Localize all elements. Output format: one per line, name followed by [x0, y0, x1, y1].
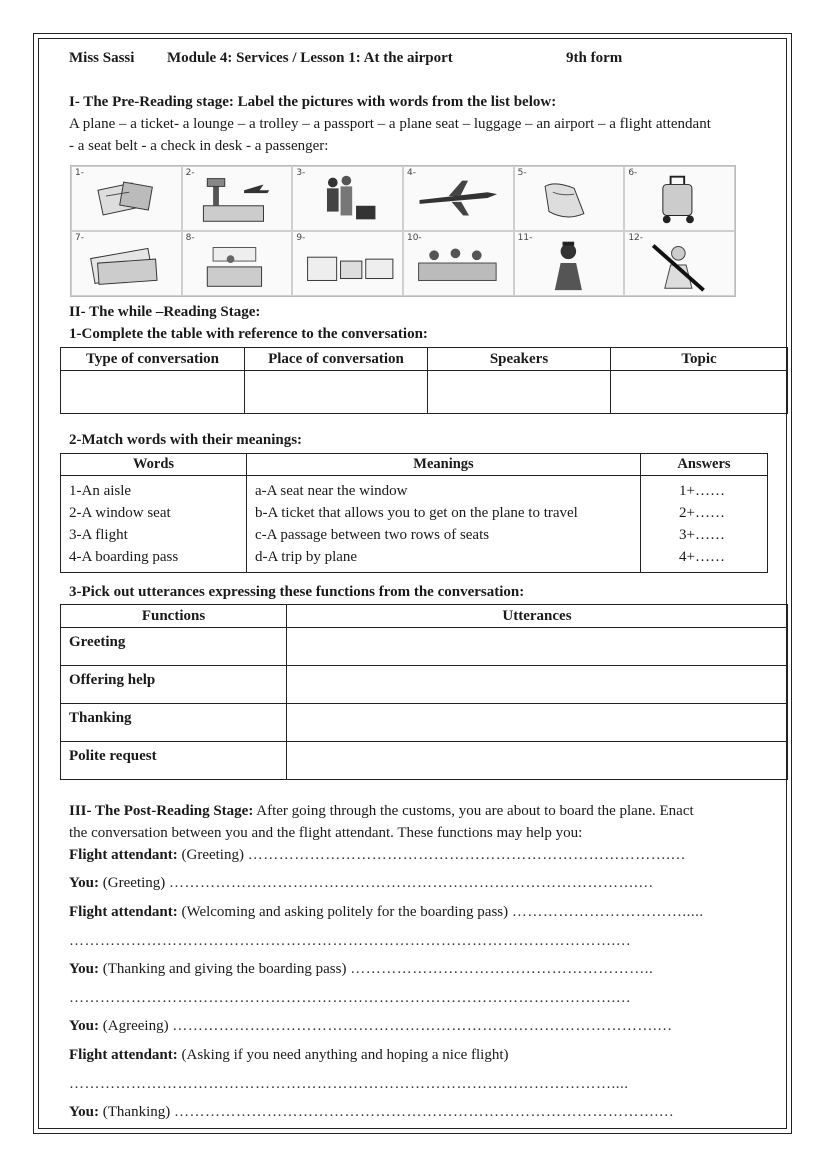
answer-cell-place[interactable]: [245, 371, 428, 414]
word-item: 3-A flight: [69, 527, 128, 543]
utterance-cell[interactable]: [287, 704, 788, 742]
function-greeting: Greeting: [61, 628, 287, 666]
answer-dots[interactable]: …………………………………………………………………………………………….…: [69, 933, 632, 949]
picture-cell-8: 8-: [182, 231, 293, 296]
lesson-title: Module 4: Services / Lesson 1: At the airport: [167, 50, 453, 66]
post-reading-intro-text: After going through the customs, you are about to board the plane. Enact: [256, 803, 694, 819]
functions-table: [60, 604, 788, 780]
dialogue-line: You: (Thanking and giving the boarding pass) …………………………………………………..: [69, 961, 654, 977]
conversation-table: [60, 347, 788, 414]
picture-grid: [70, 165, 736, 297]
airport-icon: [183, 167, 292, 230]
answer-dots[interactable]: ……………………………………………………………………………….…: [168, 875, 654, 891]
meaning-item: b-A ticket that allows you to get on the plane to travel: [255, 505, 578, 521]
header-answers: Answers: [641, 454, 768, 476]
header-speakers: Speakers: [428, 348, 611, 371]
picture-cell-6: 6-: [624, 166, 735, 231]
picture-cell-10: 10-: [403, 231, 514, 296]
picture-cell-11: 11-: [514, 231, 625, 296]
word-item: 1-An aisle: [69, 483, 132, 499]
header-functions: Functions: [61, 605, 287, 628]
dialogue-line: [69, 1076, 629, 1093]
header-utterances: Utterances: [287, 605, 788, 628]
picture-cell-1: 1-: [71, 166, 182, 231]
luggage-icon: [293, 232, 402, 295]
answer-dots[interactable]: …………………………………………………..: [350, 961, 654, 977]
answer-dots[interactable]: ………………………………………………………………………………….…: [174, 1104, 675, 1120]
meaning-item: c-A passage between two rows of seats: [255, 527, 490, 543]
pre-reading-title: I- The Pre-Reading stage: Label the pictures with words from the list below:: [69, 94, 557, 110]
passport-icon: [72, 167, 181, 230]
meaning-item: a-A seat near the window: [255, 483, 408, 499]
answer-dots[interactable]: …………………………….....: [511, 904, 704, 920]
dialogue-line: Flight attendant: (Welcoming and asking politely for the boarding pass) …………………………….....: [69, 904, 704, 920]
picture-cell-2: 2-: [182, 166, 293, 231]
dialogue-line: [69, 933, 631, 950]
picture-cell-3: 3-: [292, 166, 403, 231]
answer-cell-speakers[interactable]: [428, 371, 611, 414]
word-item: 4-A boarding pass: [69, 549, 179, 565]
post-reading-title: III- The Post-Reading Stage:: [69, 803, 254, 819]
lounge-icon: [404, 232, 513, 295]
header-type: Type of conversation: [61, 348, 245, 371]
q1-title: 1-Complete the table with reference to the conversation:: [69, 326, 428, 342]
answer-blank[interactable]: 2+……: [679, 505, 725, 521]
answer-dots[interactable]: …………………………………………………………………………………………….…: [69, 990, 632, 1006]
picture-cell-5: 5-: [514, 166, 625, 231]
passenger-icon: [293, 167, 402, 230]
answer-cell-topic[interactable]: [611, 371, 788, 414]
answer-blank[interactable]: 4+……: [679, 549, 725, 565]
word-item: 2-A window seat: [69, 505, 171, 521]
word-list-line1: A plane – a ticket- a lounge – a trolley – a passport – a plane seat – luggage – an airport – a flight attendant: [69, 116, 711, 132]
dialogue-line: You: (Thanking) ………………………………………………………………………………….…: [69, 1104, 675, 1120]
dialogue-line: You: (Greeting) ……………………………………………………………………………….…: [69, 875, 654, 891]
seat-icon: [515, 167, 624, 230]
while-reading-title: II- The while –Reading Stage:: [69, 304, 261, 320]
word-list-line2: - a seat belt - a check in desk - a passenger:: [69, 138, 329, 154]
header-place: Place of conversation: [245, 348, 428, 371]
utterance-cell[interactable]: [287, 628, 788, 666]
answer-dots[interactable]: ……………………………………………………………………….…: [247, 847, 686, 863]
dialogue-line: You: (Agreeing) ………………………………………………………………………………….…: [69, 1018, 673, 1034]
function-thanking: Thanking: [61, 704, 287, 742]
q2-title: 2-Match words with their meanings:: [69, 432, 303, 448]
answer-cell-type[interactable]: [61, 371, 245, 414]
header-words: Words: [61, 454, 247, 476]
utterance-cell[interactable]: [287, 666, 788, 704]
picture-cell-7: 7-: [71, 231, 182, 296]
trolley-icon: [625, 167, 734, 230]
post-reading-intro-line2: the conversation between you and the flight attendant. These functions may help you:: [69, 825, 583, 841]
words-column: [61, 476, 247, 573]
header-topic: Topic: [611, 348, 788, 371]
function-polite-request: Polite request: [61, 742, 287, 780]
answer-dots[interactable]: ……………………………………………………………………………………………....: [69, 1076, 629, 1092]
dialogue-line: [69, 990, 631, 1007]
answer-blank[interactable]: 1+……: [679, 483, 725, 499]
flight-attendant-icon: [515, 232, 624, 295]
header-meanings: Meanings: [247, 454, 641, 476]
picture-cell-4: 4-: [403, 166, 514, 231]
seat-belt-icon: [625, 232, 734, 295]
form-label: 9th form: [566, 50, 623, 66]
post-reading-intro: [69, 803, 694, 820]
picture-cell-9: 9-: [292, 231, 403, 296]
answer-blank[interactable]: 3+……: [679, 527, 725, 543]
picture-cell-12: 12-: [624, 231, 735, 296]
ticket-icon: [72, 232, 181, 295]
answers-column: [641, 476, 768, 573]
check-in-desk-icon: [183, 232, 292, 295]
meanings-column: [247, 476, 641, 573]
q3-title: 3-Pick out utterances expressing these functions from the conversation:: [69, 584, 525, 600]
teacher-name: Miss Sassi: [69, 50, 135, 66]
meaning-item: d-A trip by plane: [255, 549, 358, 565]
dialogue-line: Flight attendant: (Greeting) ……………………………………………………………………….…: [69, 847, 686, 863]
matching-table: [60, 453, 768, 573]
function-offering-help: Offering help: [61, 666, 287, 704]
dialogue-line: Flight attendant: (Asking if you need anything and hoping a nice flight): [69, 1047, 509, 1063]
answer-dots[interactable]: ………………………………………………………………………………….…: [172, 1018, 673, 1034]
utterance-cell[interactable]: [287, 742, 788, 780]
plane-icon: [404, 167, 513, 230]
